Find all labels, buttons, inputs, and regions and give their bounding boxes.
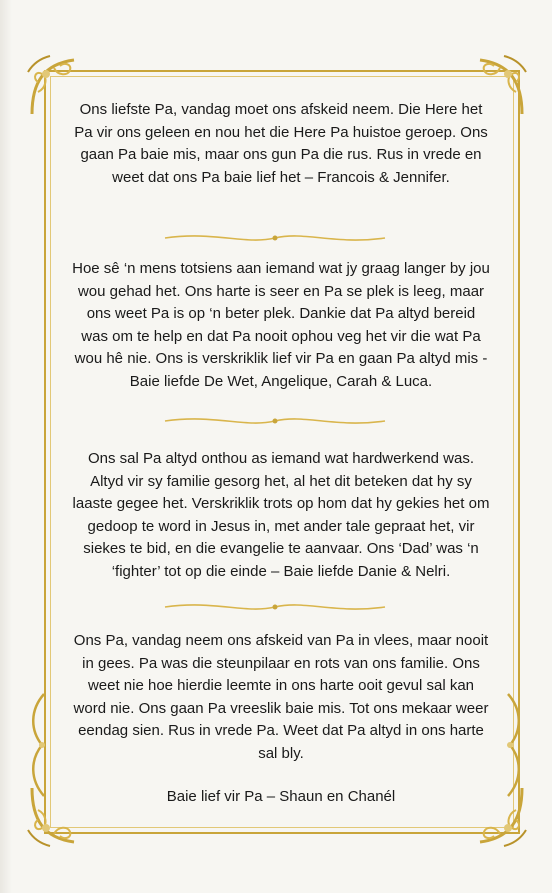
message-paragraph-1: Ons liefste Pa, vandag moet ons afskeid neem. Die Here het Pa vir ons geleen en nou het die Here Pa huistoe geroep. Ons gaan Pa baie mis, maar ons gun Pa die rus. Rus in vrede en weet dat ons Pa baie lief het – Francois & Jennifer. (74, 101, 488, 186)
paper-edge (0, 0, 12, 893)
divider-flourish-1-icon (155, 229, 395, 247)
message-paragraph-4: Ons Pa, vandag neem ons afskeid van Pa in vlees, maar nooit in gees. Pa was die steunpilaar en rots van ons familie. Ons weet nie hoe hierdie leemte in ons harte ooit gevul sal kan word nie. Ons gaan Pa vreeslik baie mis. Tot ons mekaar weer eendag sien. Rus in vrede Pa. Weet dat Pa altyd in ons harte sal bly. (73, 632, 489, 762)
message-paragraph-2: Hoe sê ‘n mens totsiens aan iemand wat jy graag langer by jou wou gehad het. Ons harte is seer en Pa se plek is leeg, maar ons weet Pa is op ‘n beter plek. Dankie dat Pa altyd bereid was om te help en dat Pa nooit ophou veg het vir die wat Pa wou hê nie. Ons is verskriklik lief vir Pa en gaan Pa altyd mis - Baie liefde De Wet, Angelique, Carah & Luca. (72, 260, 490, 390)
message-paragraph-3: Ons sal Pa altyd onthou as iemand wat hardwerkend was. Altyd vir sy familie gesorg het, al het dit beteken dat hy sy laaste gegee het. Verskriklik trots op hom dat hy gekies het om gedoop te word in Jesus in, met ander tale gepraat het, vir siekes te bid, en die evangelie te aanvaar. Ons ‘Dad’ was ‘n ‘fighter’ tot op die einde – Baie liefde Danie & Nelri. (72, 450, 490, 580)
ornament-scroll-right-icon (500, 690, 526, 800)
divider-flourish-3-icon (155, 598, 395, 616)
divider-flourish-2-icon (155, 412, 395, 430)
signature-line: Baie lief vir Pa – Shaun en Chanél (166, 788, 396, 805)
ornament-scroll-left-icon (26, 690, 52, 800)
